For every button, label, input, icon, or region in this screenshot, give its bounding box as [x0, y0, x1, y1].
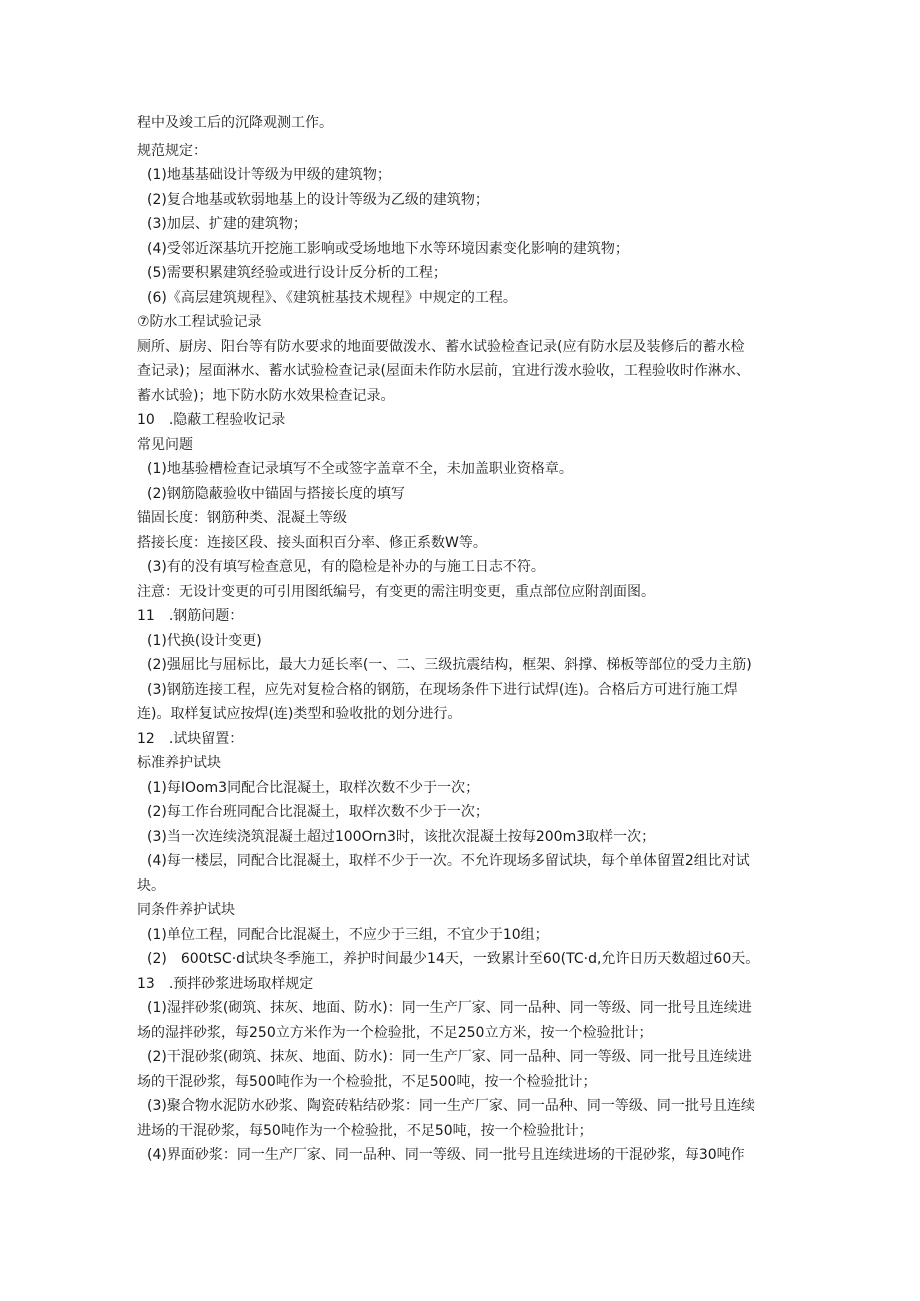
list-item: (2)复合地基或软弱地基上的设计等级为乙级的建筑物；	[147, 191, 489, 208]
subheading: 标准养护试块	[137, 755, 221, 771]
list-item: (2) 600tSC·d试块冬季施工，养护时间最少14天，一致累计至60(TC·d,允许日历天数超过60天。	[147, 951, 760, 967]
list-item: (1)地基验槽检查记录填写不全或签字盖章不全，未加盖职业资格章。	[147, 461, 573, 477]
text-line: 规范规定：	[137, 142, 207, 159]
section-heading: 13 .预拌砂浆进场取样规定	[137, 975, 314, 992]
list-item: (2)强屈比与屈标比，最大力延长率(一、二、三级抗震结构，框架、斜撑、梯板等部位的受力主筋)	[147, 657, 752, 673]
subheading: 常见问题	[137, 436, 193, 453]
list-item: (1)湿拌砂浆(砌筑、抹灰、地面、防水)：同一生产厂家、同一品种、同一等级、同一批号且连续进	[147, 1000, 752, 1016]
text-line: 进场的干混砂浆，每50吨作为一个检验批，不足50吨，按一个检验批计；	[137, 1122, 593, 1139]
section-heading: 12 .试块留置：	[137, 730, 244, 747]
list-item: (5)需要积累建筑经验或进行设计反分析的工程；	[147, 265, 447, 281]
list-item: (2)钢筋隐蔽验收中锚固与搭接长度的填写	[147, 485, 405, 502]
section-heading: 11 .钢筋问题：	[137, 608, 244, 624]
list-item: (6)《高层建筑规程》、《建筑桩基技术规程》中规定的工程。	[147, 289, 517, 306]
list-item: (1)每IOom3同配合比混凝土，取样次数不少于一次；	[147, 779, 480, 796]
list-item: (1)代换(设计变更)	[147, 632, 262, 649]
list-item: (2)每工作台班同配合比混凝土，取样次数不少于一次；	[147, 804, 489, 820]
list-item: (3)加层、扩建的建筑物；	[147, 216, 307, 232]
list-item: (3)有的没有填写检查意见，有的隐检是补办的与施工日志不符。	[147, 559, 545, 575]
list-item: (4)每一楼层，同配合比混凝土，取样不少于一次。不允许现场多留试块，每个单体留置2组比对试	[147, 853, 750, 869]
list-item: (3)当一次连续浇筑混凝土超过100Orn3时，该批次混凝土按每200m3取样一次；	[147, 828, 656, 845]
text-line: 锚固长度：钢筋种类、混凝土等级	[137, 510, 347, 526]
list-item: (4)受邻近深基坑开挖施工影响或受场地地下水等环境因素变化影响的建筑物；	[147, 240, 629, 257]
list-item: (2)干混砂浆(砌筑、抹灰、地面、防水)：同一生产厂家、同一品种、同一等级、同一批号且连续进	[147, 1049, 752, 1065]
note-line: 注意：无设计变更的可引用图纸编号，有变更的需注明变更，重点部位应附剖面图。	[137, 583, 655, 600]
text-line: 程中及竣工后的沉降观测工作。	[137, 115, 333, 131]
section-heading: ⑦防水工程试验记录	[137, 314, 262, 330]
list-item: (3)钢筋连接工程，应先对复检合格的钢筋，在现场条件下进行试焊(连)。合格后方可进行施工焊	[147, 681, 738, 698]
document-body	[137, 111, 797, 1168]
list-item: (3)聚合物水泥防水砂浆、陶瓷砖粘结砂浆：同一生产厂家、同一品种、同一等级、同一批号且连续	[147, 1098, 755, 1114]
text-line: 场的干混砂浆，每500吨作为一个检验批，不足500吨，按一个检验批计；	[137, 1073, 597, 1090]
text-line: 搭接长度：连接区段、接头面积百分率、修正系数W等。	[137, 534, 487, 551]
text-line: 蓄水试验)；地下防水防水效果检查记录。	[137, 387, 395, 404]
list-item: (4)界面砂浆：同一生产厂家、同一品种、同一等级、同一批号且连续进场的干混砂浆，每30吨作	[147, 1147, 745, 1163]
text-line: 场的湿拌砂浆，每250立方米作为一个检验批，不足250立方米，按一个检验批计；	[137, 1024, 653, 1041]
text-line: 查记录)；屋面淋水、蓄水试验检查记录(屋面未作防水层前，宜进行泼水验收，工程验收时作淋水、	[137, 363, 750, 379]
section-heading: 10 .隐蔽工程验收记录	[137, 412, 286, 428]
list-item: (1)地基基础设计等级为甲级的建筑物；	[147, 167, 391, 183]
subheading: 同条件养护试块	[137, 902, 235, 918]
text-line: 连)。取样复试应按焊(连)类型和验收批的划分进行。	[137, 706, 462, 722]
text-line: 厕所、厨房、阳台等有防水要求的地面要做泼水、蓄水试验检查记录(应有防水层及装修后的蓄水检	[137, 338, 745, 355]
text-line: 块。	[137, 877, 165, 894]
list-item: (1)单位工程，同配合比混凝土，不应少于三组，不宜少于10组；	[147, 926, 549, 943]
